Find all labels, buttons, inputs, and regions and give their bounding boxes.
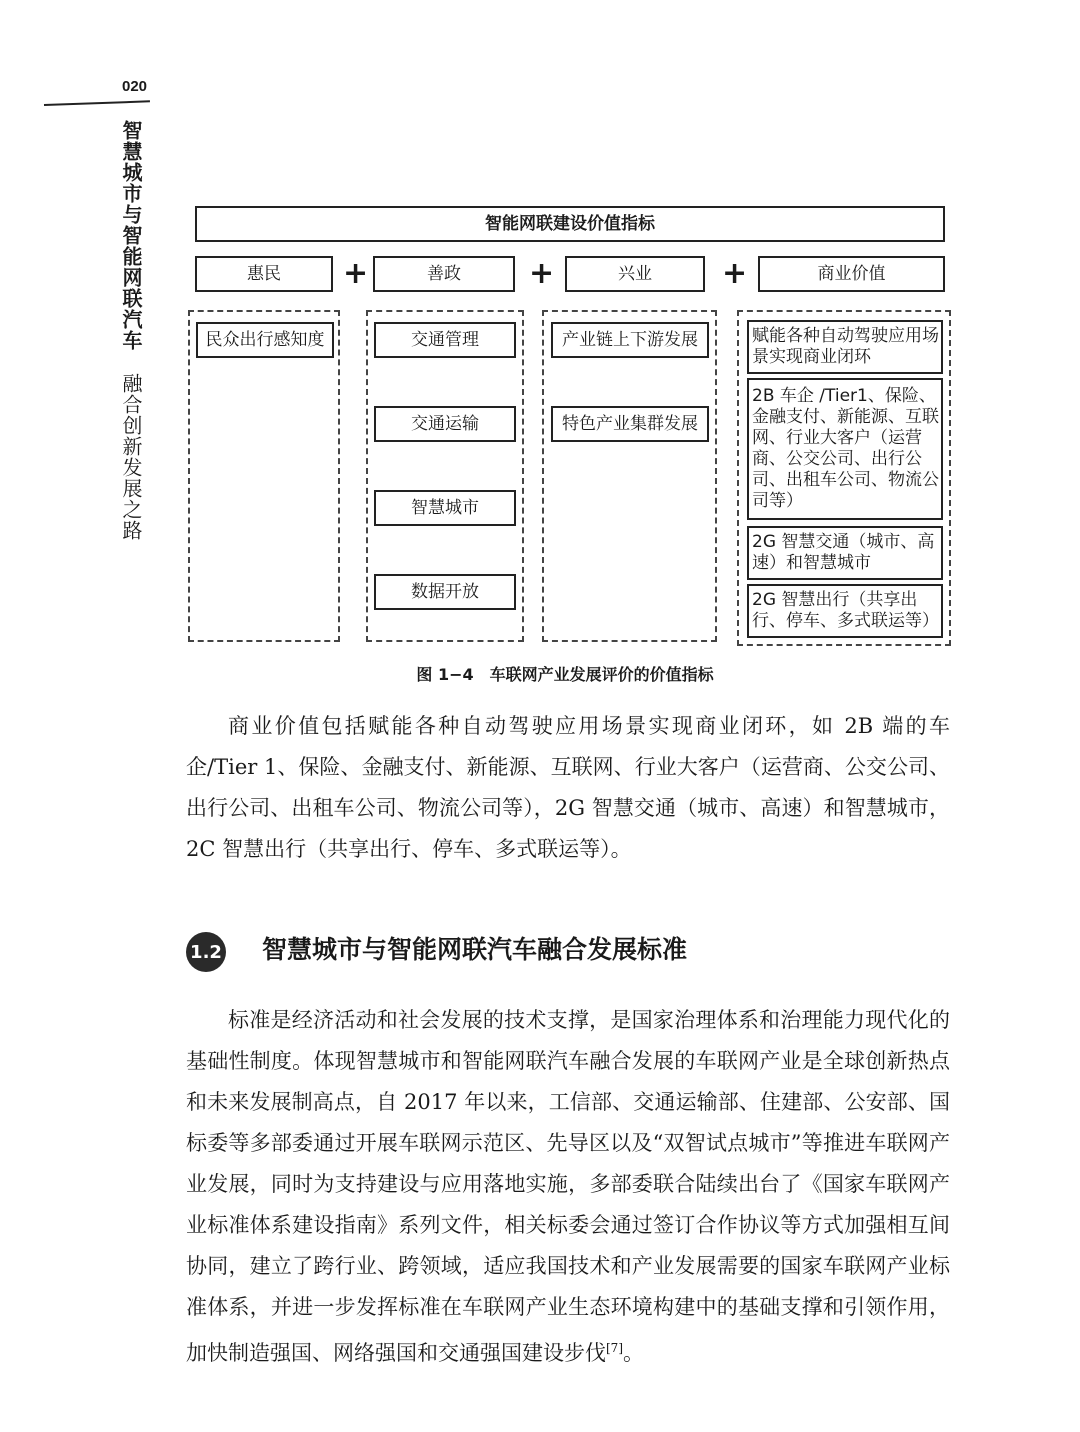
category-shanzheng: 善政 [373, 256, 515, 292]
running-title [118, 120, 144, 541]
plus-sign: + [722, 256, 748, 291]
figure-title: 智能网联建设价值指标 [195, 206, 945, 242]
item-col3: 特色产业集群发展 [551, 406, 709, 442]
paragraph-business-value: 商业价值包括赋能各种自动驾驶应用场景实现商业闭环，如 2B 端的车企/Tier 1、保险、金融支付、新能源、互联网、行业大客户（运营商、公交公司、出行公司、出租车公司、物流公司等），2G 智慧交通（城市、高速）和智慧城市，2C 智慧出行（共享出行、停车、多式联运等）。 [186, 714, 950, 861]
section-number-badge: 1.2 [186, 932, 226, 972]
plus-sign: + [529, 256, 555, 291]
running-title-main: 智慧城市与智能网联汽车 [119, 120, 143, 351]
section-title: 智慧城市与智能网联汽车融合发展标准 [262, 935, 688, 964]
citation-ref: [7] [606, 1341, 623, 1355]
header-rule [44, 100, 150, 106]
category-xingye: 兴业 [565, 256, 705, 292]
paragraph-end: 。 [623, 1341, 644, 1365]
item-col2: 数据开放 [374, 574, 516, 610]
item-col3: 产业链上下游发展 [551, 322, 709, 358]
item-col2: 智慧城市 [374, 490, 516, 526]
category-huimin: 惠民 [195, 256, 333, 292]
category-business-value: 商业价值 [758, 256, 945, 292]
item-col4: 2B 车企 /Tier1、保险、金融支付、新能源、互联网、行业大客户（运营商、公交公司、出行公司、出租车公司、物流公司等） [747, 378, 943, 520]
paragraph-standards-text: 标准是经济活动和社会发展的技术支撑，是国家治理体系和治理能力现代化的基础性制度。体现智慧城市和智能网联汽车融合发展的车联网产业是全球创新热点和未来发展制高点，自 2017 年以来，工信部、交通运输部、住建部、公安部、国标委等多部委通过开展车联网示范区、先导区以及“双智试点城市”等推进车联网产业发展，同时为支持建设与应用落地实施，多部委联合陆续出台了《国家车联网产业标准体系建设指南》系列文件，相关标委会通过签订合作协议等方式加强相互间协同，建立了跨行业、跨领域，适应我国技术和产业发展需要的国家车联网产业标准体系，并进一步发挥标准在车联网产业生态环境构建中的基础支撑和引领作用，加快制造强国、网络强国和交通强国建设步伐 [186, 1008, 950, 1365]
item-col2: 交通管理 [374, 322, 516, 358]
item-col1: 民众出行感知度 [196, 322, 334, 358]
item-col2: 交通运输 [374, 406, 516, 442]
page-number: 020 [122, 78, 148, 95]
column-frame [542, 310, 717, 642]
item-col4: 2G 智慧交通（城市、高速）和智慧城市 [747, 526, 943, 580]
running-title-sub: 融合创新发展之路 [119, 373, 143, 541]
paragraph-standards [186, 1000, 950, 1374]
item-col4: 2G 智慧出行（共享出行、停车、多式联运等） [747, 584, 943, 638]
item-col4: 赋能各种自动驾驶应用场景实现商业闭环 [747, 320, 943, 374]
plus-sign: + [343, 256, 369, 291]
figure-caption: 图 1−4 车联网产业发展评价的价值指标 [416, 665, 714, 684]
column-frame [188, 310, 340, 642]
